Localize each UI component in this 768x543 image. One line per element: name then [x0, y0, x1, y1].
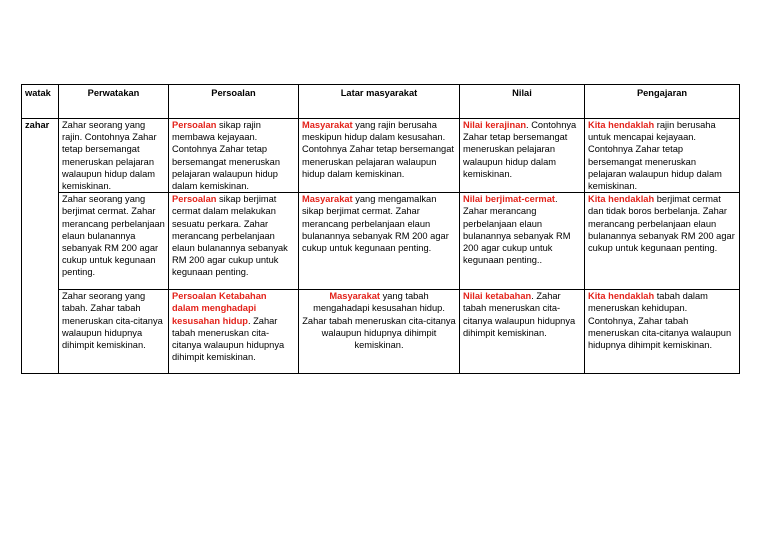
cell-text: yang tabah mengahadapi kesusahan hidup. Zahar tabah meneruskan cita-citanya walaupun hidupnya dihimpit kemiskinan. [302, 291, 456, 351]
highlight-text: Persoalan Ketabahan dalam menghadapi kesusahan hidup [172, 291, 267, 326]
highlight-text: Kita hendaklah [588, 291, 655, 302]
pengajaran-cell [585, 290, 740, 374]
nilai-cell [460, 119, 585, 193]
highlight-text: Masyarakat [302, 120, 353, 130]
cell-text: tabah dalam meneruskan kehidupan. Contohnya, Zahar tabah meneruskan cita-citanya walaupun hidupnya dihimpit kemiskinan. [588, 291, 732, 351]
highlight-text: Nilai ketabahan [463, 291, 532, 302]
highlight-text: Kita hendaklah [588, 120, 655, 130]
header-pengajaran: Pengajaran [585, 85, 740, 119]
latar-cell [299, 119, 460, 193]
header-latar-masyarakat: Latar masyarakat [299, 85, 460, 119]
header-nilai: Nilai [460, 85, 585, 119]
highlight-text: Persoalan [172, 194, 217, 205]
cell-text: rajin berusaha untuk mencapai kejayaan. Contohnya Zahar tetap bersemangat meneruskan pelajaran walaupun hidup dalam kemiskinan. [588, 120, 722, 192]
highlight-text: Nilai kerajinan [463, 120, 527, 130]
cell-text: yang rajin berusaha meskipun hidup dalam kesusahan. Contohnya Zahar tetap bersemangat meneruskan pelajaran walaupun hidup dalam kemiskinan. [302, 120, 454, 179]
pengajaran-cell [585, 119, 740, 193]
cell-text: berjimat cermat dan tidak boros berbelanja. Zahar merancang perbelanjaan elaun bulanannya sebanyak RM 200 agar cukup untuk kegunaan penting. [588, 194, 735, 254]
persoalan-cell [169, 290, 299, 374]
latar-cell [299, 290, 460, 374]
header-perwatakan: Perwatakan [59, 85, 169, 119]
pengajaran-cell [585, 193, 740, 290]
perwatakan-cell: Zahar seorang yang berjimat cermat. Zahar merancang perbelanjaan elaun bulanannya sebanyak RM 200 agar cukup untuk kegunaan penting. [59, 193, 169, 290]
highlight-text: Masyarakat [329, 291, 381, 302]
table-row [22, 119, 740, 193]
cell-text: . Contohnya Zahar tetap bersemangat meneruskan pelajaran walaupun hidup dalam kemiskinan. [463, 120, 577, 179]
cell-text: sikap rajin membawa kejayaan. Contohnya Zahar tetap bersemangat meneruskan pelajaran walaupun hidup dalam kemiskinan. [172, 120, 281, 192]
cell-text: . Zahar tabah meneruskan cita-citanya walaupun hidupnya dihimpit kemiskinan. [172, 315, 285, 363]
highlight-text: Persoalan [172, 120, 217, 130]
cell-text: yang mengamalkan sikap berjimat cermat. Zahar merancang perbelanjaan elaun bulanannya sebanyak RM 200 agar cukup untuk kegunaan penting. [302, 194, 449, 254]
character-name: zahar [22, 119, 59, 374]
highlight-text: Nilai berjimat-cermat [463, 194, 555, 205]
table-row [22, 290, 740, 374]
character-analysis-table [21, 84, 740, 374]
highlight-text: Masyarakat [302, 194, 353, 205]
highlight-text: Kita hendaklah [588, 194, 655, 205]
cell-text: . Zahar merancang perbelanjaan elaun bulanannya sebanyak RM 200 agar cukup untuk kegunaan penting.. [463, 194, 571, 266]
header-persoalan: Persoalan [169, 85, 299, 119]
perwatakan-cell: Zahar seorang yang tabah. Zahar tabah meneruskan cita-citanya walaupun hidupnya dihimpit kemiskinan. [59, 290, 169, 374]
perwatakan-cell: Zahar seorang yang rajin. Contohnya Zahar tetap bersemangat meneruskan pelajaran walaupun hidup dalam kemiskinan. [59, 119, 169, 193]
nilai-cell [460, 193, 585, 290]
latar-cell [299, 193, 460, 290]
table-header-row [22, 85, 740, 119]
cell-text: . Zahar tabah meneruskan cita-citanya walaupun hidupnya dihimpit kemiskinan. [463, 291, 576, 338]
cell-text: sikap berjimat cermat dalam melakukan sesuatu perkara. Zahar merancang perbelanjaan elaun bulanannya sebanyak RM 200 agar cukup untuk kegunaan penting. [172, 194, 288, 278]
persoalan-cell [169, 193, 299, 290]
table-row [22, 193, 740, 290]
persoalan-cell [169, 119, 299, 193]
nilai-cell [460, 290, 585, 374]
header-watak: watak [22, 85, 59, 119]
